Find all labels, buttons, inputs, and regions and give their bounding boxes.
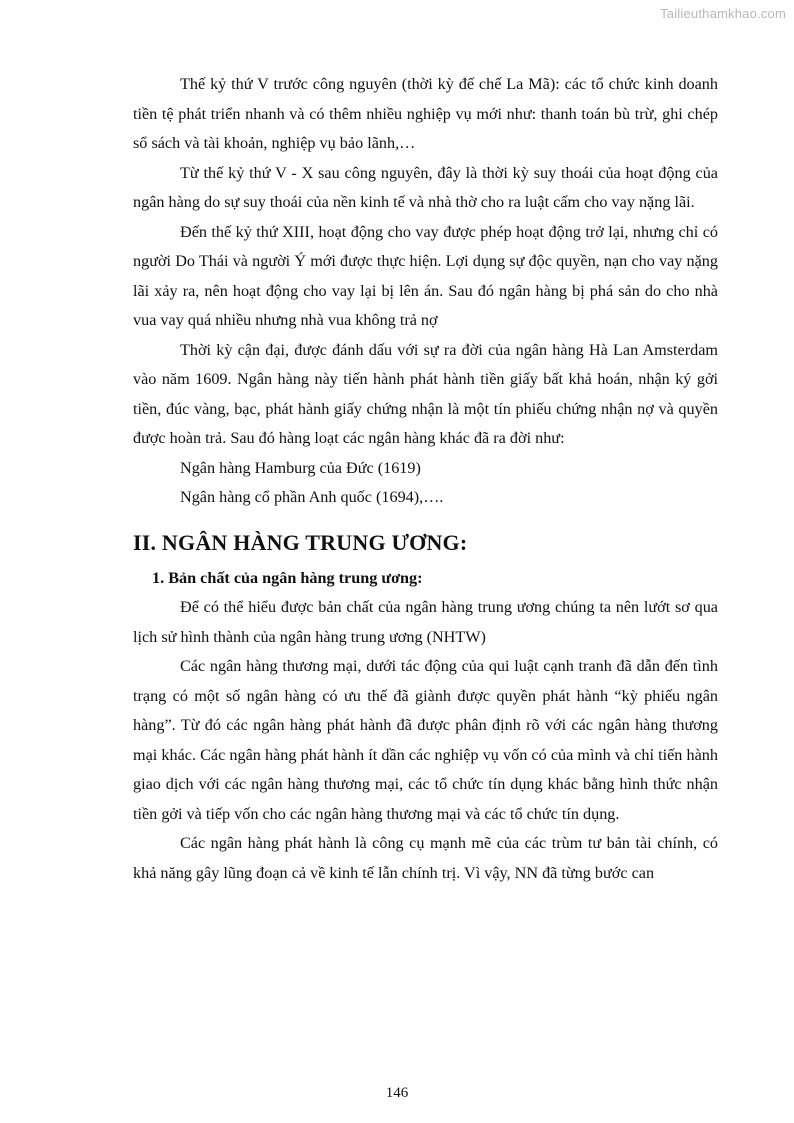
document-body [133, 70, 718, 888]
subsection-heading: 1. Bản chất của ngân hàng trung ương: [152, 568, 423, 587]
page-number: 146 [385, 1085, 409, 1101]
paragraph: Để có thể hiểu được bản chất của ngân hàng trung ương chúng ta nên lướt sơ qua lịch sử hình thành của ngân hàng trung ương (NHTW) [133, 598, 718, 646]
paragraph: Đến thế kỷ thứ XIII, hoạt động cho vay được phép hoạt động trở lại, nhưng chỉ có người Do Thái và người Ý mới được thực hiện. Lợi dụng sự độc quyền, nạn cho vay nặng lãi xảy ra, nên hoạt động cho vay lại bị lên án. Sau đó ngân hàng bị phá sản do cho nhà vua vay quá nhiều nhưng nhà vua không trả nợ [133, 222, 718, 329]
list-item: Ngân hàng Hamburg của Đức (1619) [180, 458, 421, 477]
paragraph: Các ngân hàng phát hành là công cụ mạnh mẽ của các trùm tư bản tài chính, có khả năng gây lũng đoạn cả về kinh tế lẫn chính trị. Vì vậy, NN đã từng bước can [133, 834, 718, 882]
watermark-text: Tailieuthamkhao.com [660, 6, 786, 21]
paragraph: Thời kỳ cận đại, được đánh dấu với sự ra đời của ngân hàng Hà Lan Amsterdam vào năm 1609. Ngân hàng này tiến hành phát hành tiền giấy bất khả hoán, nhận ký gởi tiền, đúc vàng, bạc, phát hành giấy chứng nhận là một tín phiếu chứng nhận nợ và quyền được hoàn trả. Sau đó hàng loạt các ngân hàng khác đã ra đời như: [133, 340, 718, 447]
paragraph: Các ngân hàng thương mại, dưới tác động của qui luật cạnh tranh đã dẫn đến tình trạng có một số ngân hàng có ưu thế đã giành được quyền phát hành “kỳ phiếu ngân hàng”. Từ đó các ngân hàng phát hành đã được phân định rõ với các ngân hàng thương mại khác. Các ngân hàng phát hành ít dần các nghiệp vụ vốn có của mình và chỉ tiến hành giao dịch với các ngân hàng thương mại, các tổ chức tín dụng khác bằng hình thức nhận tiền gởi và tiếp vốn cho các ngân hàng thương mại và các tổ chức tín dụng. [133, 657, 718, 823]
list-item: Ngân hàng cổ phần Anh quốc (1694),…. [180, 488, 444, 506]
paragraph: Thế kỷ thứ V trước công nguyên (thời kỳ đế chế La Mã): các tổ chức kinh doanh tiền tệ phát triển nhanh và có thêm nhiều nghiệp vụ mới như: thanh toán bù trừ, ghi chép sổ sách và tài khoản, nghiệp vụ bảo lãnh,… [133, 75, 718, 152]
paragraph: Từ thế kỷ thứ V - X sau công nguyên, đây là thời kỳ suy thoái của hoạt động của ngân hàng do sự suy thoái của nền kinh tế và nhà thờ cho ra luật cấm cho vay nặng lãi. [133, 163, 718, 211]
section-heading: II. NGÂN HÀNG TRUNG ƯƠNG: [133, 529, 468, 555]
